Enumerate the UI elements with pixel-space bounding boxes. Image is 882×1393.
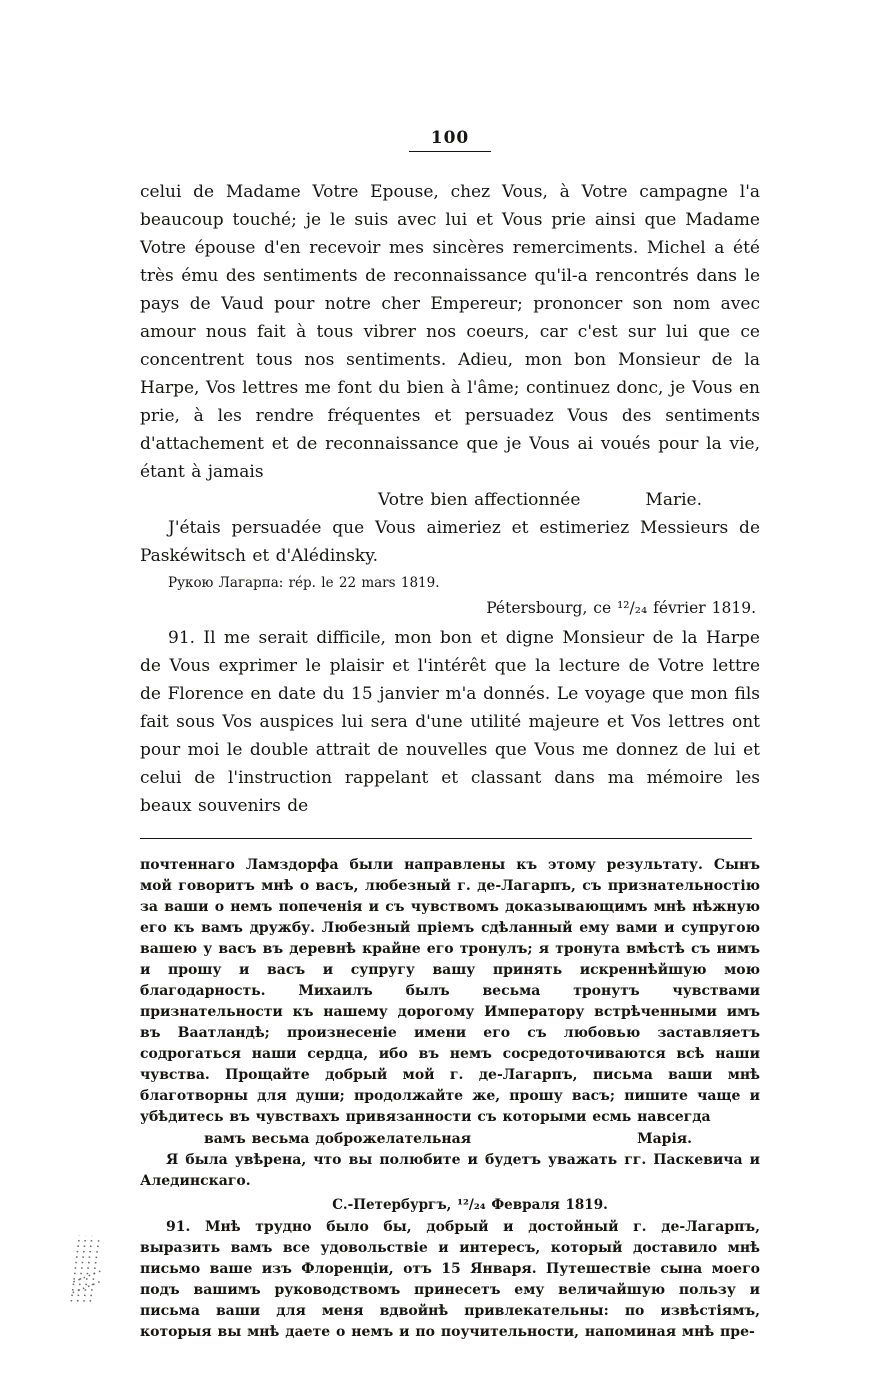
russian-postscript: Я была увѣрена, что вы полюбите и будетъ уважать гг. Паскевича и Алединскаго.: [140, 1152, 760, 1189]
library-stamp-icon: [48, 1218, 118, 1308]
french-letter-section: [140, 178, 760, 820]
russian-signature: Марія.: [637, 1131, 692, 1147]
page-header: [140, 128, 760, 152]
archival-note: Рукою Лагарпа: rép. le 22 mars 1819.: [168, 575, 440, 591]
french-valediction: Votre bien affectionnée: [378, 490, 581, 510]
french-signature-row: [140, 486, 760, 514]
french-letter-91: 91. Il me serait difficile, mon bon et digne Monsieur de la Harpe de Vous exprimer le plaisir et l'intérêt que la lecture de Votre lettre de Florence en date du 15 janvier m'a donnés. Le voyage que mon fils fait sous Vos auspices lui sera d'une utilité majeure et Vos lettres ont pour moi le double attrait de nouvelles que Vous me donnez de lui et celui de l'instruction rappelant et classant dans ma mémoire les beaux souvenirs de: [140, 628, 760, 816]
french-signature: Marie.: [645, 490, 702, 510]
footnote-separator: [140, 838, 752, 839]
text-block: [140, 128, 760, 1343]
french-postscript: J'étais persuadée que Vous aimeriez et estimeriez Messieurs de Paskéwitsch et d'Alédinsky.: [140, 518, 760, 566]
russian-dateline: С.-Петербургъ, ¹²/₂₄ Февраля 1819.: [332, 1197, 608, 1213]
page-number: 100: [409, 128, 492, 152]
russian-signature-row: [140, 1128, 760, 1150]
russian-valediction: вамъ весьма доброжелательная: [204, 1131, 472, 1147]
russian-translation-section: [140, 855, 760, 1343]
russian-paragraph-continuation: почтеннаго Ламздорфа были направлены къ этому результату. Сынъ мой говоритъ мнѣ о васъ, любезный г. де-Лагарпъ, съ признательностію за ваши о немъ попеченія и съ чувствомъ доказывающимъ мнѣ нѣжную его къ вамъ дружбу. Любезный пріемъ сдѣланный ему вами и супругою вашею у васъ въ деревнѣ крайне его тронулъ; я тронута вмѣстѣ съ нимъ и прошу и васъ и супругу вашу принять искреннѣйшую мою благодарность. Михаилъ былъ весьма тронутъ чувствами признательности къ нашему дорогому Императору встрѣченными имъ въ Ваатландѣ; произнесеніе имени его съ любовью заставляетъ содрогаться наши сердца, ибо въ немъ сосредоточиваются всѣ наши чувства. Прощайте добрый мой г. де-Лагарпъ, письма ваши мнѣ благотворны для души; продолжайте же, прошу васъ; пишите чаще и убѣдитесь въ чувствахъ привязанности съ которыми есмь навсегда: [140, 857, 760, 1125]
french-paragraph-continuation: celui de Madame Votre Epouse, chez Vous, à Votre campagne l'a beaucoup touché; je le suis avec lui et Vous prie ainsi que Madame Votre épouse d'en recevoir mes sincères remerciments. Michel a été très ému des sentiments de reconnaissance qu'il-a rencontrés dans le pays de Vaud pour notre cher Empereur; prononcer son nom avec amour nous fait à tous vibrer nos coeurs, car c'est sur lui que ce concentrent tous nos sentiments. Adieu, mon bon Monsieur de la Harpe, Vos lettres me font du bien à l'âme; continuez donc, je Vous en prie, à les rendre fréquentes et persuadez Vous des sentiments d'attachement et de reconnaissance que je Vous ai voués pour la vie, étant à jamais: [140, 182, 760, 482]
french-dateline: Pétersbourg, ce ¹²/₂₄ février 1819.: [486, 599, 756, 617]
russian-letter-91: 91. Мнѣ трудно было бы, добрый и достойный г. де-Лагарпъ, выразить вамъ все удовольствіе и интересъ, который доставило мнѣ письмо ваше изъ Флоренціи, отъ 15 Января. Путешествіе сына моего подъ вашимъ руководствомъ принесетъ ему величайшую пользу и письма ваши для меня вдвойнѣ привлекательны: по извѣстіямъ, которыя вы мнѣ даете о немъ и по поучительности, напоминая мнѣ пре-: [140, 1219, 760, 1340]
